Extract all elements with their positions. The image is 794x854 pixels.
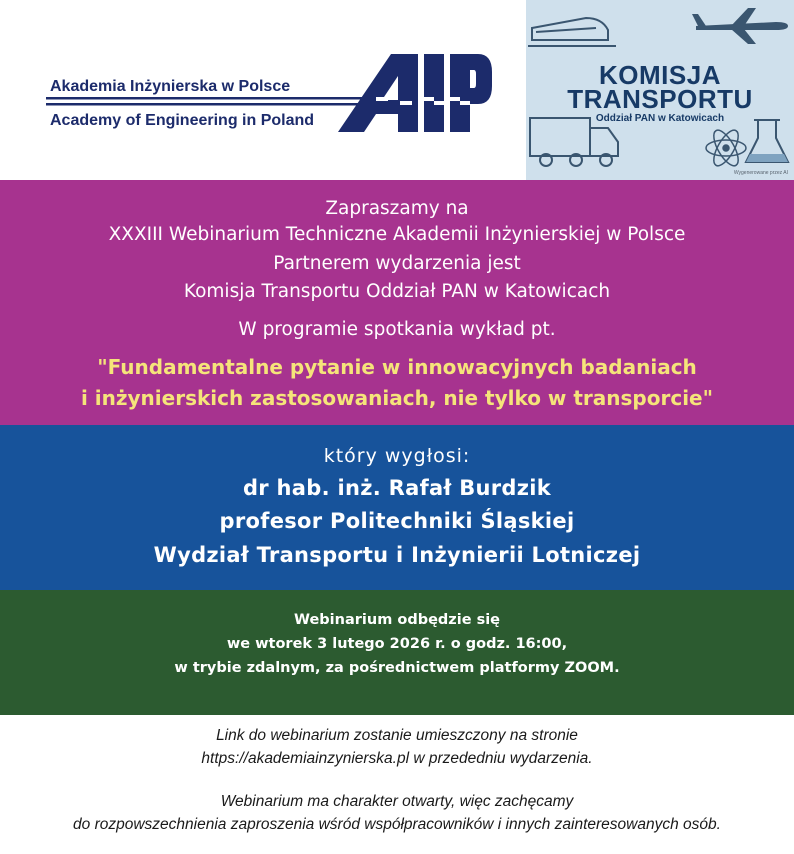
- footer-section: [0, 715, 794, 854]
- airplane-icon: [692, 8, 788, 44]
- speaker-name: dr hab. inż. Rafał Burdzik: [242, 476, 552, 500]
- aip-logo-block: [46, 52, 496, 136]
- lecture-title-line-1: "Fundamentalne pytanie w innowacyjnych badaniach: [97, 355, 697, 379]
- invitation-line-5: W programie spotkania wykład pt.: [238, 319, 556, 340]
- speaker-intro: który wygłosi:: [323, 445, 471, 467]
- invitation-line-3: Partnerem wydarzenia jest: [273, 253, 521, 274]
- speaker-section: [0, 425, 794, 590]
- truck-icon: [530, 118, 618, 166]
- lecture-title-line-2: i inżynierskich zastosowaniach, nie tylko w transporcie": [80, 386, 714, 410]
- ai-generated-note: Wygenerowane przez AI: [733, 170, 788, 176]
- event-date-time: we wtorek 3 lutego 2026 r. o godz. 16:00,: [226, 636, 568, 652]
- aip-name-english: Academy of Engineering in Poland: [50, 112, 315, 129]
- aip-name-polish: Akademia Inżynierska w Polsce: [50, 78, 291, 95]
- komisja-subtitle: Oddział PAN w Katowicach: [595, 113, 725, 124]
- invitation-line-4: Komisja Transportu Oddział PAN w Katowicach: [183, 281, 611, 302]
- speaker-faculty: Wydział Transportu i Inżynierii Lotniczej: [153, 543, 641, 567]
- train-icon: [528, 18, 616, 46]
- event-details-section: [0, 590, 794, 715]
- invitation-line-2: XXXIII Webinarium Techniczne Akademii Inżynierskiej w Polsce: [108, 224, 686, 245]
- flask-icon: [746, 120, 788, 162]
- invitation-section: [0, 180, 794, 425]
- footer-share-note: do rozpowszechnienia zaproszenia wśród współpracowników i innych zainteresowanych osób.: [73, 816, 721, 833]
- footer-open-note: Webinarium ma charakter otwarty, więc zachęcamy: [220, 793, 574, 810]
- atom-icon: [706, 127, 746, 170]
- header: [0, 0, 794, 180]
- komisja-title-line1: KOMISJA: [599, 60, 721, 90]
- speaker-position: profesor Politechniki Śląskiej: [219, 509, 575, 533]
- komisja-title-line2: TRANSPORTU: [567, 84, 753, 114]
- footer-link-note: Link do webinarium zostanie umieszczony na stronie: [216, 727, 578, 744]
- invitation-line-1: Zapraszamy na: [325, 198, 469, 219]
- footer-website-link[interactable]: https://akademiainzynierska.pl w przededniu wydarzenia.: [201, 750, 593, 767]
- event-line-1: Webinarium odbędzie się: [293, 612, 501, 628]
- komisja-transportu-logo: [526, 0, 794, 180]
- event-platform: w trybie zdalnym, za pośrednictwem platformy ZOOM.: [174, 660, 620, 676]
